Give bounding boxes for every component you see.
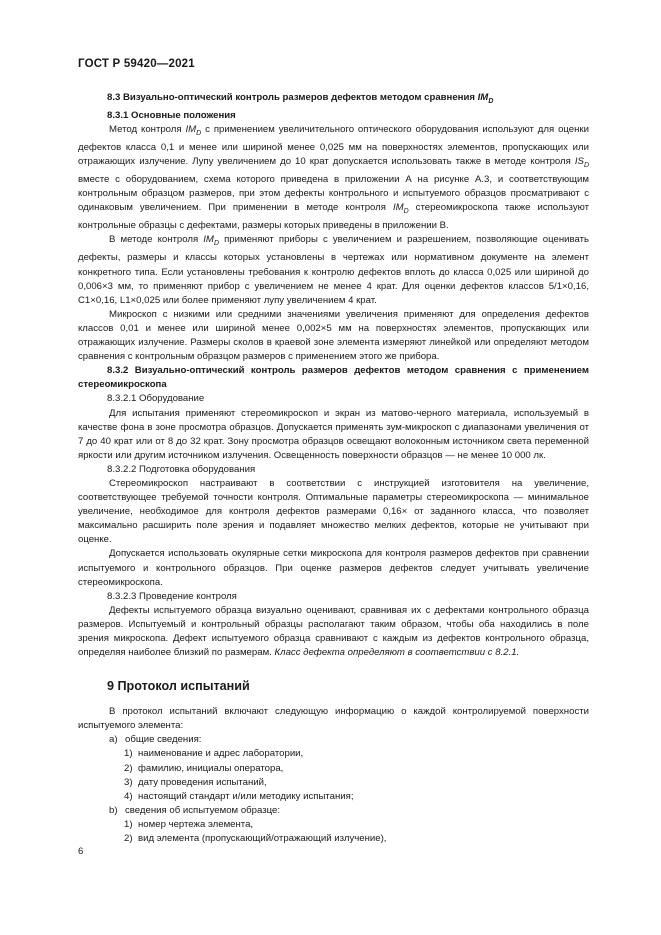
section-8-3-2-2-heading: 8.3.2.2 Подготовка оборудования (107, 463, 256, 475)
section-8-3-2-heading: 8.3.2 Визуально-оптический контроль размеров дефектов методом сравнения с применением стереомикроскопа (78, 365, 589, 391)
paragraph: В протокол испытаний включают следующую информацию о каждой контролируемой поверхности испытуемого элемента: (78, 706, 589, 732)
page-body (78, 91, 589, 846)
page-number: 6 (78, 846, 84, 857)
list-item: 2) фамилию, инициалы оператора, (124, 762, 284, 774)
paragraph: Микроскоп с низкими или средними значениями увеличения применяют для определения дефектов классов 0,01 и менее или шириной менее 0,002×5 мм на поверхностях элементов, пропускающих или отражающих излучение. Размеры сколов в краевой зоне элемента измеряют линейкой или определяют методом сравнения с контрольным образцом размеров с применением этого же прибора. (78, 308, 589, 363)
paragraph: Метод контроля $IM_D$ с применением увеличительного оптического оборудования используют для оценки дефектов класса 0,1 и менее или шириной менее 0,025 мм на поверхностях элементов, пропускающих или отражающих излучение. Лупу увеличением до 10 крат допускается использовать также в методе контроля $IS_D$ вместе с оборудованием, схема которого приведена в приложении А на рисунке А.3, и соответствующим контрольным образцом размеров, при этом дефекты контрольного и испытуемого образцов просматривают с одинаковым увеличением. При применении в методе контроля $IM_D$ стереомикроскопа также используют контрольные образцы с дефектами, размеры которых приведены в приложении В. (78, 124, 589, 232)
list-item: 4) настоящий стандарт и/или методику испытания; (124, 790, 354, 802)
list-item: 1) номер чертежа элемента, (124, 818, 254, 830)
section-9-heading: 9 Протокол испытаний (107, 679, 250, 694)
paragraph: Стереомикроскоп настраивают в соответствии с инструкцией изготовителя на увеличение, соответствующее требуемой точности контроля. Оптимальные параметры стереомикроскопа — минимальное увеличение, необходимое для контроля дефектов размерами 0,16× от заданного класса, что позволяет максимально расширить поле зрения и подавляет множество мелких дефектов, которые не учитывают при оценке. (78, 477, 589, 546)
section-8-3-1-heading: 8.3.1 Основные положения (107, 110, 236, 121)
list-item: 1) наименование и адрес лаборатории, (124, 748, 304, 760)
paragraph: Для испытания применяют стереомикроскоп и экран из матово-черного материала, используемый в качестве фона в зоне просмотра образцов. Допускается применять зум-микроскоп с диапазонами увеличения от 7 до 40 крат или от 8 до 32 крат. Зону просмотра образцов освещают волоконным источником света переменной яркости или другим источником излучения. Освещенность поверхности образцов — не менее 10 000 лк. (78, 407, 589, 461)
document-header: ГОСТ Р 59420—2021 (78, 58, 195, 70)
list-item: 2) вид элемента (пропускающий/отражающий излучение), (124, 833, 387, 845)
list-item: 3) дату проведения испытаний, (124, 776, 267, 788)
section-8-3-2-1-heading: 8.3.2.1 Оборудование (107, 393, 205, 405)
list-item: b) сведения об испытуемом образце: (109, 804, 281, 816)
italic-reference: Класс дефекта определяют в соответствии с 8.2.1. (274, 647, 520, 659)
section-8-3-heading: 8.3 Визуально-оптический контроль размеров дефектов методом сравнения $IM_D$ (107, 92, 494, 105)
paragraph: Допускается использовать окулярные сетки микроскопа для контроля размеров дефектов при сравнении испытуемого и контрольного образцов. При оценке размеров дефектов следует учитывать увеличение стереомикроскопа. (78, 548, 589, 588)
section-8-3-2-3-heading: 8.3.2.3 Проведение контроля (107, 590, 237, 602)
list-item: a) общие сведения: (109, 734, 202, 746)
paragraph: Дефекты испытуемого образца визуально оценивают, сравнивая их с дефектами контрольного образца размеров. Испытуемый и контрольный образцы располагают таким образом, чтобы оба находились в поле зрения микроскопа. Дефект испытуемого образца сравнивают с каждым из дефектов контрольного образца, определяя наиболее близкий по размерам. Класс дефекта определяют в соответствии с 8.2.1. (78, 604, 589, 659)
paragraph: В методе контроля $IM_D$ применяют приборы с увеличением и разрешением, позволяющие оценивать дефекты, размеры и классы которых установлены в чертежах или нормативном документе на элемент конкретного типа. Если установлены требования к контролю дефектов вплоть до класса 0,025 или шириной до 0,006×3 мм, то применяют прибор с увеличением не менее 4 крат. Для оценки дефектов классов 5/1×0,16, C1×0,16, L1×0,025 или более применяют лупу увеличением 4 крат. (78, 234, 589, 306)
